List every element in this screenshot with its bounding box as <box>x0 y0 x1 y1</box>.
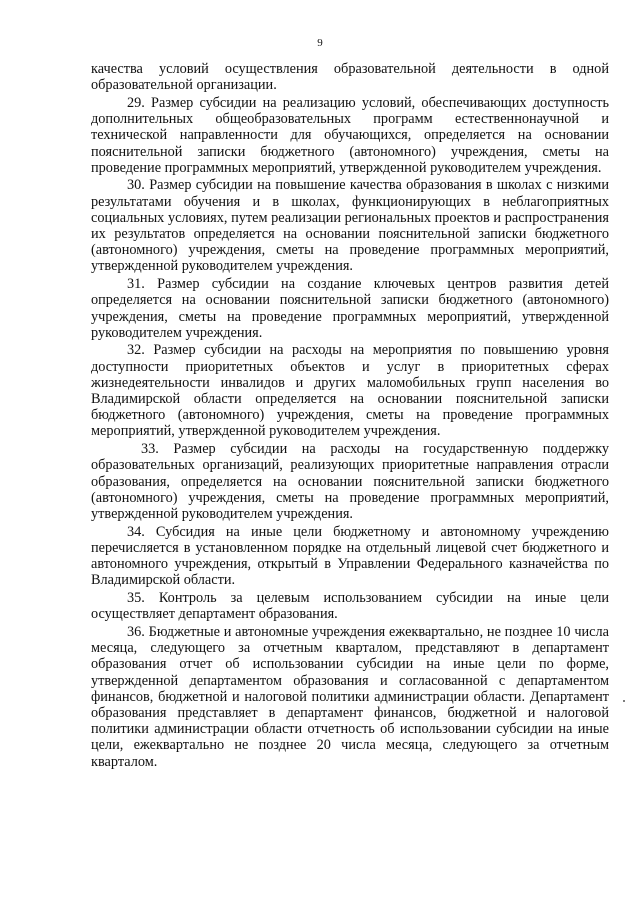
paragraph-31: 31. Размер субсидии на создание ключевых центров развития детей определяется на основании пояснительной записки бюджетного (автономного) учреждения, сметы на проведение программных мероприятий, утвержденной руководителем учреждения. <box>91 276 609 341</box>
paragraph-continuation: качества условий осуществления образовательной деятельности в одной образовательной организации. <box>91 61 609 94</box>
paragraph-32: 32. Размер субсидии на расходы на мероприятия по повышению уровня доступности приоритетных объектов и услуг в приоритетных сферах жизнедеятельности инвалидов и других маломобильных групп населения во Владимирской области определяется на основании пояснительной записки бюджетного (автономного) учреждения, сметы на проведение программных мероприятий, утвержденной руководителем учреждения. <box>91 342 609 440</box>
paragraph-36: 36. Бюджетные и автономные учреждения ежеквартально, не позднее 10 числа месяца, следующего за отчетным кварталом, представляют в департамент образования отчет об использовании субсидии на иные цели по форме, утвержденной департаментом образования и согласованной с департаментом финансов, бюджетной и налоговой политики администрации области. Департамент образования представляет в департамент финансов, бюджетной и налоговой политики администрации области отчетность об использовании субсидии на иные цели, ежеквартально не позднее 20 числа месяца, следующего за отчетным кварталом. <box>91 623 609 770</box>
page-number: 9 <box>317 37 323 49</box>
margin-speck <box>623 700 625 702</box>
paragraph-35: 35. Контроль за целевым использованием субсидии на иные цели осуществляет департамент образования. <box>91 590 609 623</box>
paragraph-33: 33. Размер субсидии на расходы на государственную поддержку образовательных организаций, реализующих приоритетные направления отрасли образования, определяется на основании пояснительной записки бюджетного (автономного) учреждения, сметы на проведение программных мероприятий, утвержденной руководителем учреждения. <box>91 441 609 522</box>
paragraph-30: 30. Размер субсидии на повышение качества образования в школах с низкими результатами обучения и в школах, функционирующих в неблагоприятных социальных условиях, путем реализации региональных проектов и распространения их результатов определяется на основании пояснительной записки бюджетного (автономного) учреждения, сметы на проведение программных мероприятий, утвержденной руководителем учреждения. <box>91 177 609 275</box>
paragraph-29: 29. Размер субсидии на реализацию условий, обеспечивающих доступность дополнительных общеобразовательных программ естественнонаучной и технической направленности для обучающихся, определяется на основании пояснительной записки бюджетного (автономного) учреждения, сметы на проведение программных мероприятий, утвержденной руководителем учреждения. <box>91 94 609 176</box>
paragraph-34: 34. Субсидия на иные цели бюджетному и автономному учреждению перечисляется в установленном порядке на отдельный лицевой счет бюджетного и автономного учреждения, открытый в Управлении Федерального казначейства по Владимирской области. <box>91 523 609 589</box>
document-body <box>91 61 609 771</box>
